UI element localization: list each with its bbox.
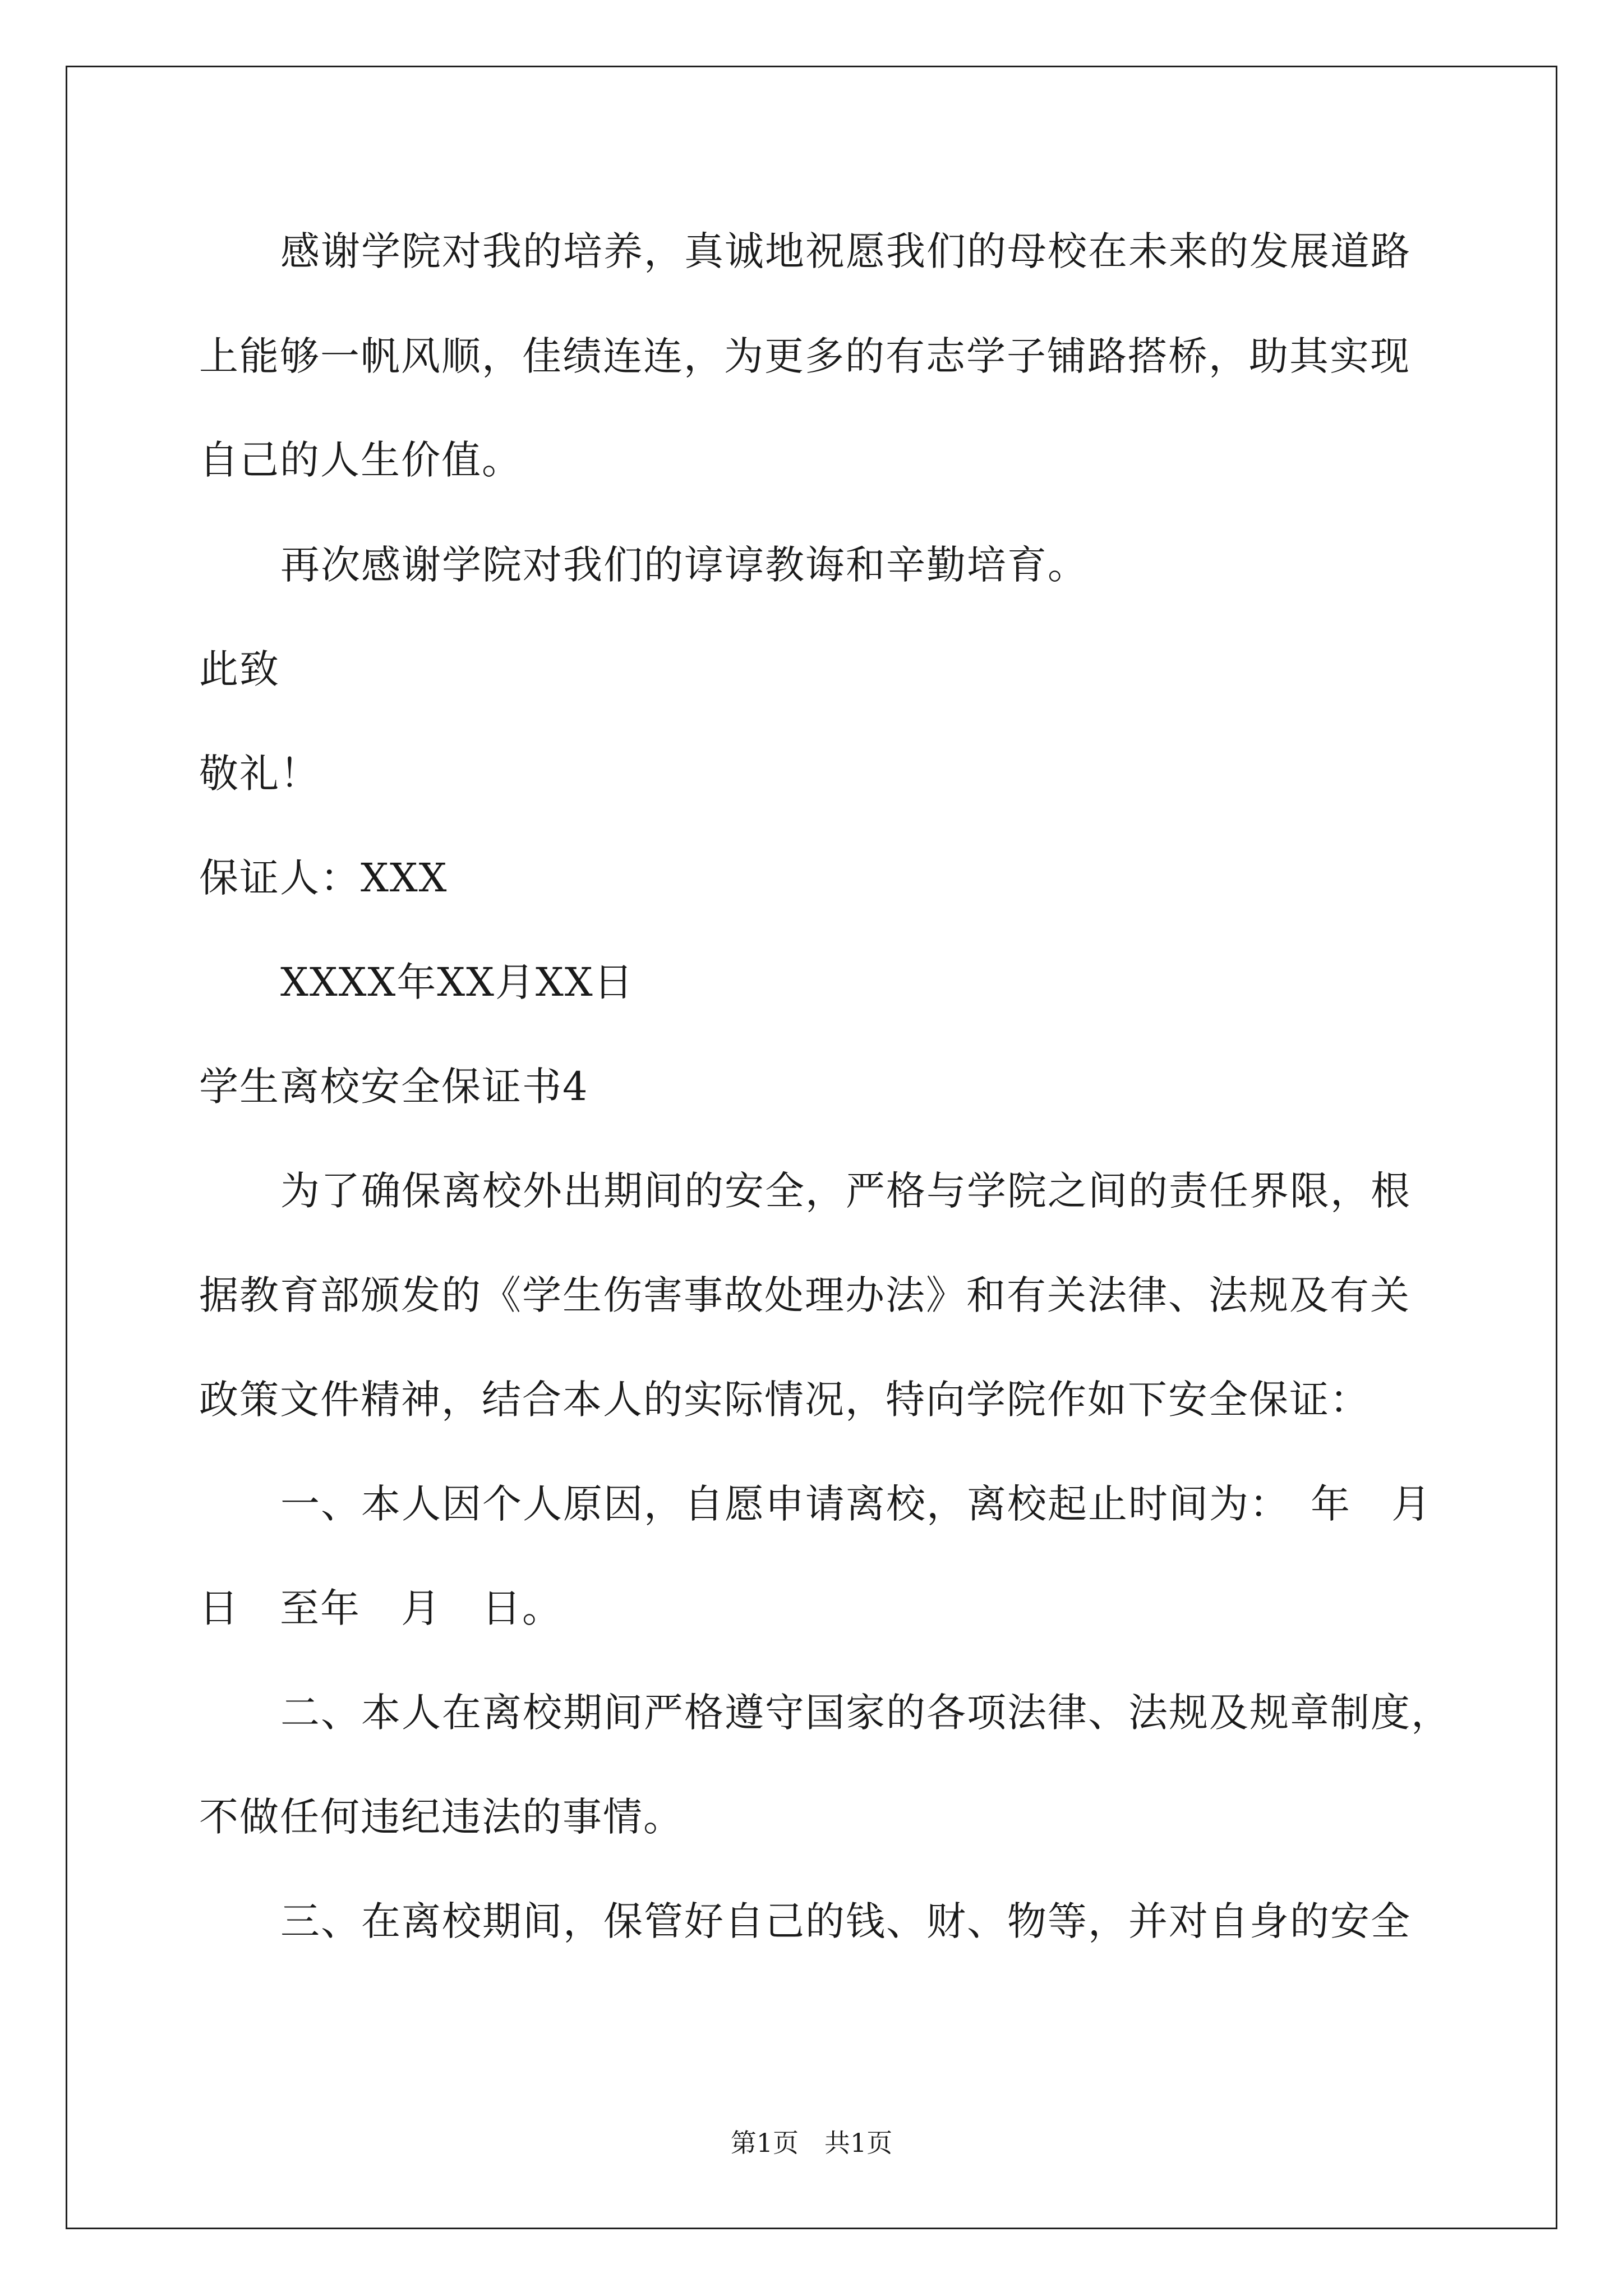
paragraph-line: 感谢学院对我的培养，真诚地祝愿我们的母校在未来的发展道路 [280,228,1411,274]
closing-regards: 敬礼！ [199,751,320,797]
paragraph-line: 再次感谢学院对我们的谆谆教诲和辛勤培育。 [280,542,1088,588]
paragraph-line: 据教育部颁发的《学生伤害事故处理办法》和有关法律、法规及有关 [199,1272,1410,1318]
paragraph-line: 为了确保离校外出期间的安全，严格与学院之间的责任界限，根 [280,1168,1411,1214]
closing-salutation: 此致 [199,646,280,692]
paragraph-line: 日 至年 月 日。 [199,1585,562,1631]
date-line: XXXX年XX月XX日 [280,959,634,1005]
paragraph-line: 一、本人因个人原因，自愿申请离校，离校起止时间为： 年 月 [280,1481,1432,1527]
paragraph-line: 不做任何违纪违法的事情。 [199,1794,684,1840]
page-footer: 第1页 共1页 [730,2128,893,2158]
paragraph-line: 二、本人在离校期间严格遵守国家的各项法律、法规及规章制度， [280,1690,1451,1736]
paragraph-line: 政策文件精神，结合本人的实际情况，特向学院作如下安全保证： [199,1377,1370,1423]
paragraph-line: 自己的人生价值。 [199,437,522,483]
guarantor-line: 保证人：XXX [199,855,448,901]
paragraph-line: 上能够一帆风顺，佳绩连连，为更多的有志学子铺路搭桥，助其实现 [199,333,1410,379]
paragraph-line: 三、在离校期间，保管好自己的钱、财、物等，并对自身的安全 [280,1898,1411,1944]
section-title: 学生离校安全保证书4 [199,1064,589,1110]
